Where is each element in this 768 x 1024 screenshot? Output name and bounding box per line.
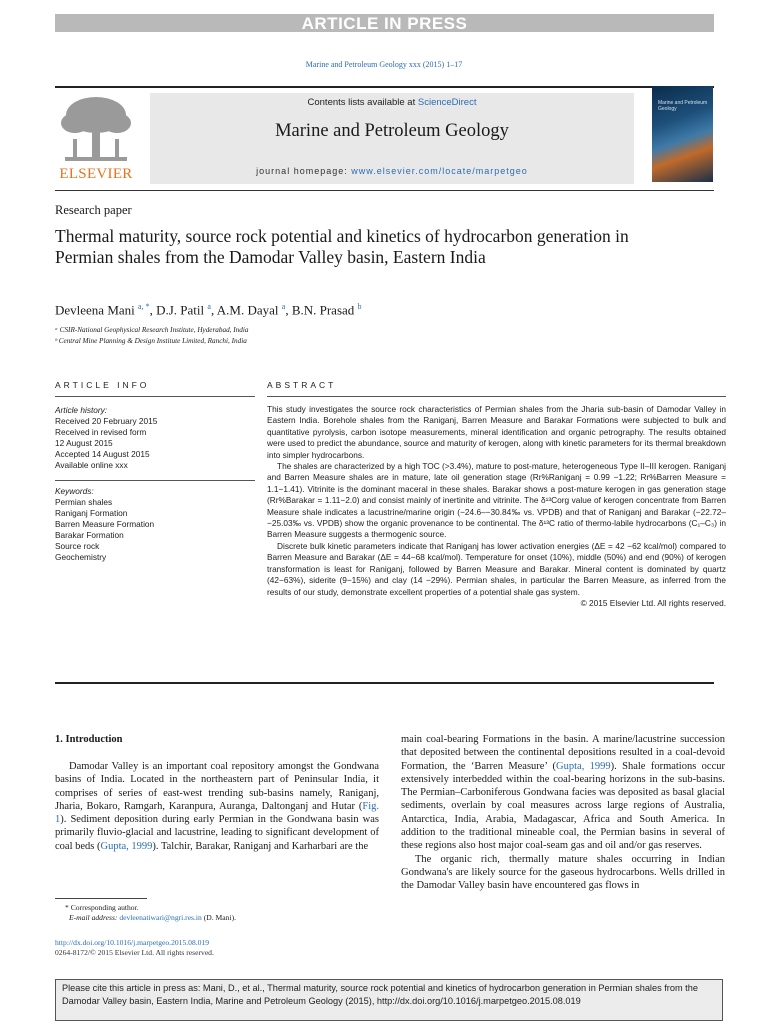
journal-citation-link[interactable]: Marine and Petroleum Geology xxx (2015) 1–17 <box>305 60 463 69</box>
abstract-paragraph: Discrete bulk kinetic parameters indicate that Raniganj has lower activation energies (ΔE = 42 −62 kcal/mol) compared to Barren Measure and Barakar (ΔE = 44−68 kcal/mol). Temperature for onset (10%), middle (50%) and end (90%) of kerogen transformation is least for Raniganj, followed by Barren Measure and Barakar. Mineral content is dominated by quartz (42−63%), siderite (9−15%) and clay (14 −29%). Permian shales, in particular the Barren Measure, as inferred from the results of our study, demonstrate excellent properties of a potential shale gas system. <box>267 540 726 597</box>
keyword: Raniganj Formation <box>55 508 128 518</box>
reference-link[interactable]: Gupta, 1999 <box>100 840 153 852</box>
doi-block <box>55 938 214 958</box>
paper-type: Research paper <box>55 203 132 217</box>
intro-paragraph: The organic rich, thermally mature shales occurring in Indian Gondwana's are likely source for the gaseous hydrocarbons. Wells drilled in the Damodar Valley basin have encountered gas flows in <box>401 853 725 892</box>
history-item: Received 20 February 2015 <box>55 416 158 426</box>
contents-line <box>150 97 634 108</box>
history-label: Article history: <box>55 405 108 415</box>
keyword: Permian shales <box>55 497 113 507</box>
article-info-rule <box>55 396 255 397</box>
doi-link[interactable]: http://dx.doi.org/10.1016/j.marpetgeo.2015.08.019 <box>55 938 210 947</box>
intro-text: main coal-bearing Formations in the basin. A marine/lacustrine succession that deposited between the continental depositions resulted in a coal-devoid Formation, the ‘Barren Measure’ ( <box>401 734 725 772</box>
cite-this-article-box: Please cite this article in press as: Mani, D., et al., Thermal maturity, source rock potential and kinetics of hydrocarbon generation in Permian shales from the Damodar Valley basin, Eastern India, Marine and Petroleum Geology (2015), http://dx.doi.org/10.1016/j.marpetgeo.2015.08.019 <box>55 979 723 1021</box>
article-history <box>55 405 255 471</box>
abstract-bottom-rule <box>55 682 714 684</box>
keyword: Geochemistry <box>55 552 107 562</box>
author-separator: , <box>285 302 292 318</box>
corresponding-author-note: * Corresponding author. <box>65 903 139 912</box>
abstract-paragraph: The shales are characterized by a high TOC (>3.4%), mature to post-mature, heterogeneous Type II–III kerogen. Raniganj and Barren Measure shales are in mature, late oil generation stage (Rr%Raniganj = 0.99 −1.22; Rr%Barren Measure = 1.1−1.41). Vitrinite is the dominant maceral in these shales. Barakar shows a post-mature kerogen in gas generation stage (Rr%Barakar = 1.11−2.0) and consist mainly of inertinite and vitrinite. The δ¹³Corg value of kerogen concentrate from Barren Measure shale indicates a lacustrine/marine origin (−24.6–−30.84‰ vs. VPDB) and that of Raniganj and Barakar (−22.72–−25.03‰ vs. VPDB) show the organic provenance to be continental. The δ¹³C ratio of thermo-labile hydrocarbons (C₁–C₃) in Barren Measure suggests a thermogenic source. <box>267 461 726 540</box>
article-in-press-banner: ARTICLE IN PRESS <box>55 14 714 32</box>
author-list <box>55 302 362 318</box>
footnote <box>65 903 236 923</box>
history-item: Available online xxx <box>55 460 128 470</box>
contents-prefix: Contents lists available at <box>307 97 418 108</box>
header-rule <box>55 86 714 88</box>
sciencedirect-link[interactable]: ScienceDirect <box>417 97 477 108</box>
keyword: Barren Measure Formation <box>55 519 155 529</box>
author-separator: , <box>210 302 217 318</box>
abstract-copyright: © 2015 Elsevier Ltd. All rights reserved. <box>580 597 726 608</box>
intro-text: ). Talchir, Barakar, Raniganj and Karharbari are the <box>152 840 369 852</box>
author-affil-link[interactable]: a, * <box>138 302 150 311</box>
article-info-heading: ARTICLE INFO <box>55 380 150 390</box>
tree-icon <box>55 93 137 167</box>
history-item: Accepted 14 August 2015 <box>55 449 150 459</box>
intro-right-column <box>401 733 725 893</box>
intro-left-column <box>55 760 379 853</box>
author-affil-link[interactable]: a <box>281 302 286 311</box>
abstract-paragraph: This study investigates the source rock characteristics of Permian shales from the Jharia sub-basin of Damodar Valley in Eastern India. Borehole shales from the Raniganj, Barren Measure and Barakar Formations were subjected to bulk and quantitative pyrolysis, carbon isotope measurements, mineral identification and organic petrography. The results obtained were used to predict the abundance, source and maturity of kerogen, along with kinetic parameters for its thermal breakdown into simpler hydrocarbons. <box>267 404 726 460</box>
affiliation-a: ᵃ CSIR-National Geophysical Research Institute, Hyderabad, India <box>55 326 249 334</box>
intro-text: ). Sediment deposition during early Permian in the Gondwana basin was primarily fluvio-glacial and lacustrine, leading to significant development of coal beds ( <box>55 814 379 852</box>
intro-text: ). Shale formations occur extensively interbedded within the coal-bearing horizons in the sub-basins. The Permian–Carboniferous Gondwana facies was deposited as basal glacial sediments, overlain by coal measures across large regions of Australia, Antarctica, India, Arabia, Madagascar, Africa and South America. In addition to the traditional mineable coal, the Permian basins in several of these regions also host major coal-seam gas and oil and/or gas reserves. <box>401 760 725 852</box>
abstract-rule <box>267 396 726 397</box>
footnote-rule <box>55 898 147 899</box>
keyword: Source rock <box>55 541 100 551</box>
elsevier-logo <box>55 93 137 183</box>
abstract-heading: ABSTRACT <box>267 380 337 390</box>
homepage-link[interactable]: www.elsevier.com/locate/marpetgeo <box>351 166 528 176</box>
cover-title: Marine and Petroleum Geology <box>658 100 708 112</box>
email-link[interactable]: devleenatiwari@ngri.res.in <box>119 913 202 922</box>
keywords-label: Keywords: <box>55 486 94 496</box>
journal-cover-image <box>652 86 713 182</box>
affiliation-b: ᵇ Central Mine Planning & Design Institute Limited, Ranchi, India <box>55 337 247 345</box>
email-label: E-mail address: <box>69 913 120 922</box>
author-affil-link[interactable]: b <box>357 302 362 311</box>
journal-homepage <box>150 166 634 176</box>
journal-title: Marine and Petroleum Geology <box>275 121 509 141</box>
author-name: Devleena Mani <box>55 302 135 318</box>
figure-link[interactable]: Fig. 1 <box>55 800 379 826</box>
history-item: Received in revised form <box>55 427 147 437</box>
author-name: B.N. Prasad <box>291 302 355 318</box>
reference-link[interactable]: Gupta, 1999 <box>556 760 611 772</box>
issn-line: 0264-8172/© 2015 Elsevier Ltd. All rights reserved. <box>55 948 214 957</box>
header-bottom-rule <box>55 190 714 191</box>
email-suffix: (D. Mani). <box>201 913 236 922</box>
homepage-prefix: journal homepage: <box>256 166 352 176</box>
elsevier-wordmark: ELSEVIER <box>59 166 133 182</box>
author-name: D.J. Patil <box>156 302 205 318</box>
article-title: Thermal maturity, source rock potential and kinetics of hydrocarbon generation in Permian shales from the Damodar Valley basin, Eastern India <box>55 226 629 267</box>
keywords-block <box>55 486 255 563</box>
author-separator: , <box>149 302 157 318</box>
keyword: Barakar Formation <box>55 530 124 540</box>
keywords-rule <box>55 480 255 481</box>
abstract-body <box>267 404 726 609</box>
author-affil-link[interactable]: a <box>207 302 211 311</box>
author-name: A.M. Dayal <box>216 302 279 318</box>
intro-text: Damodar Valley is an important coal repository amongst the Gondwana basins of India. Located in the northeastern part of Peninsular India, it comprises of series of east-west trending sub-basins namely, Raniganj, Jharia, Bokaro, Ramgarh, Karanpura, Auranga, Daltonganj and Hutar ( <box>55 761 379 812</box>
history-item: 12 August 2015 <box>55 438 113 448</box>
section-heading-introduction: 1. Introduction <box>55 734 123 745</box>
journal-header-box <box>150 93 634 184</box>
